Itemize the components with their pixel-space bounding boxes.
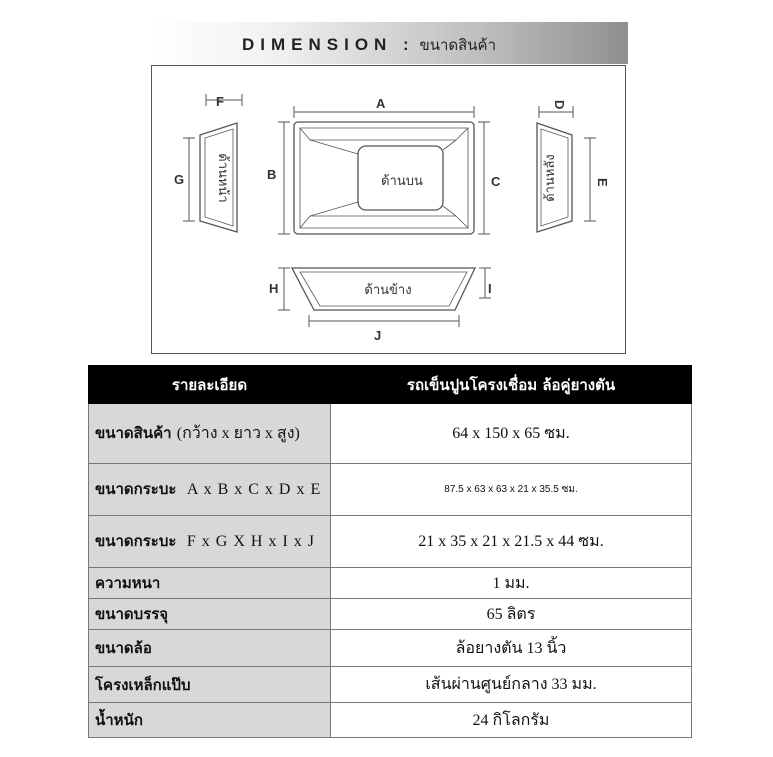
row-label: ความหนา bbox=[89, 568, 331, 599]
row-label bbox=[89, 404, 331, 464]
row-label bbox=[89, 464, 331, 516]
row-value: 65 ลิตร bbox=[331, 599, 692, 630]
label-e: E bbox=[595, 178, 610, 187]
view-label-front: ด้านหน้า bbox=[215, 153, 230, 203]
table-row bbox=[89, 703, 692, 738]
table-row bbox=[89, 516, 692, 568]
dimension-diagram bbox=[151, 65, 626, 354]
row-value: 21 x 35 x 21 x 21.5 x 44 ซม. bbox=[331, 516, 692, 568]
table-row bbox=[89, 568, 692, 599]
table-row bbox=[89, 404, 692, 464]
row-value: ล้อยางตัน 13 นิ้ว bbox=[331, 630, 692, 667]
label-i: I bbox=[488, 281, 492, 296]
row-label-extra: A x B x C x D x E bbox=[186, 481, 322, 498]
row-value: 64 x 150 x 65 ซม. bbox=[331, 404, 692, 464]
label-c: C bbox=[491, 174, 501, 189]
label-h: H bbox=[269, 281, 279, 296]
dimension-title-th: ขนาดสินค้า bbox=[419, 36, 497, 54]
table-header-row bbox=[89, 366, 692, 404]
row-label: น้ำหนัก bbox=[89, 703, 331, 738]
table-header-detail: รายละเอียด bbox=[89, 366, 331, 404]
row-label: ขนาดบรรจุ bbox=[89, 599, 331, 630]
label-j: J bbox=[374, 328, 382, 343]
view-label-back: ด้านหลัง bbox=[543, 154, 558, 202]
row-label bbox=[89, 516, 331, 568]
view-label-top: ด้านบน bbox=[381, 174, 423, 189]
row-value: 24 กิโลกรัม bbox=[331, 703, 692, 738]
label-a: A bbox=[376, 96, 386, 111]
spec-table bbox=[88, 365, 692, 738]
row-value: เส้นผ่านศูนย์กลาง 33 มม. bbox=[331, 667, 692, 703]
label-f: F bbox=[216, 94, 224, 109]
label-b: B bbox=[267, 167, 277, 182]
label-g: G bbox=[174, 172, 185, 187]
row-label-text: ขนาดสินค้า bbox=[95, 424, 172, 442]
row-label: ขนาดล้อ bbox=[89, 630, 331, 667]
table-row bbox=[89, 464, 692, 516]
row-value: 1 มม. bbox=[331, 568, 692, 599]
dimension-title bbox=[242, 32, 496, 58]
row-label-text: ขนาดกระบะ bbox=[95, 532, 177, 550]
row-value: 87.5 x 63 x 63 x 21 x 35.5 ซม. bbox=[331, 464, 692, 516]
table-header-product: รถเข็นปูนโครงเชื่อม ล้อคู่ยางตัน bbox=[331, 366, 692, 404]
label-d: D bbox=[552, 100, 567, 110]
table-row bbox=[89, 599, 692, 630]
view-label-side: ด้านข้าง bbox=[364, 283, 412, 298]
table-row bbox=[89, 630, 692, 667]
row-label-extra: F x G X H x I x J bbox=[186, 533, 316, 550]
diagram-drawing bbox=[152, 66, 625, 353]
dimension-title-en: DIMENSION : bbox=[242, 35, 415, 54]
row-label-text: ขนาดกระบะ bbox=[95, 480, 177, 498]
table-row bbox=[89, 667, 692, 703]
row-label-extra: (กว้าง x ยาว x สูง) bbox=[176, 425, 300, 442]
row-label: โครงเหล็กแป๊บ bbox=[89, 667, 331, 703]
